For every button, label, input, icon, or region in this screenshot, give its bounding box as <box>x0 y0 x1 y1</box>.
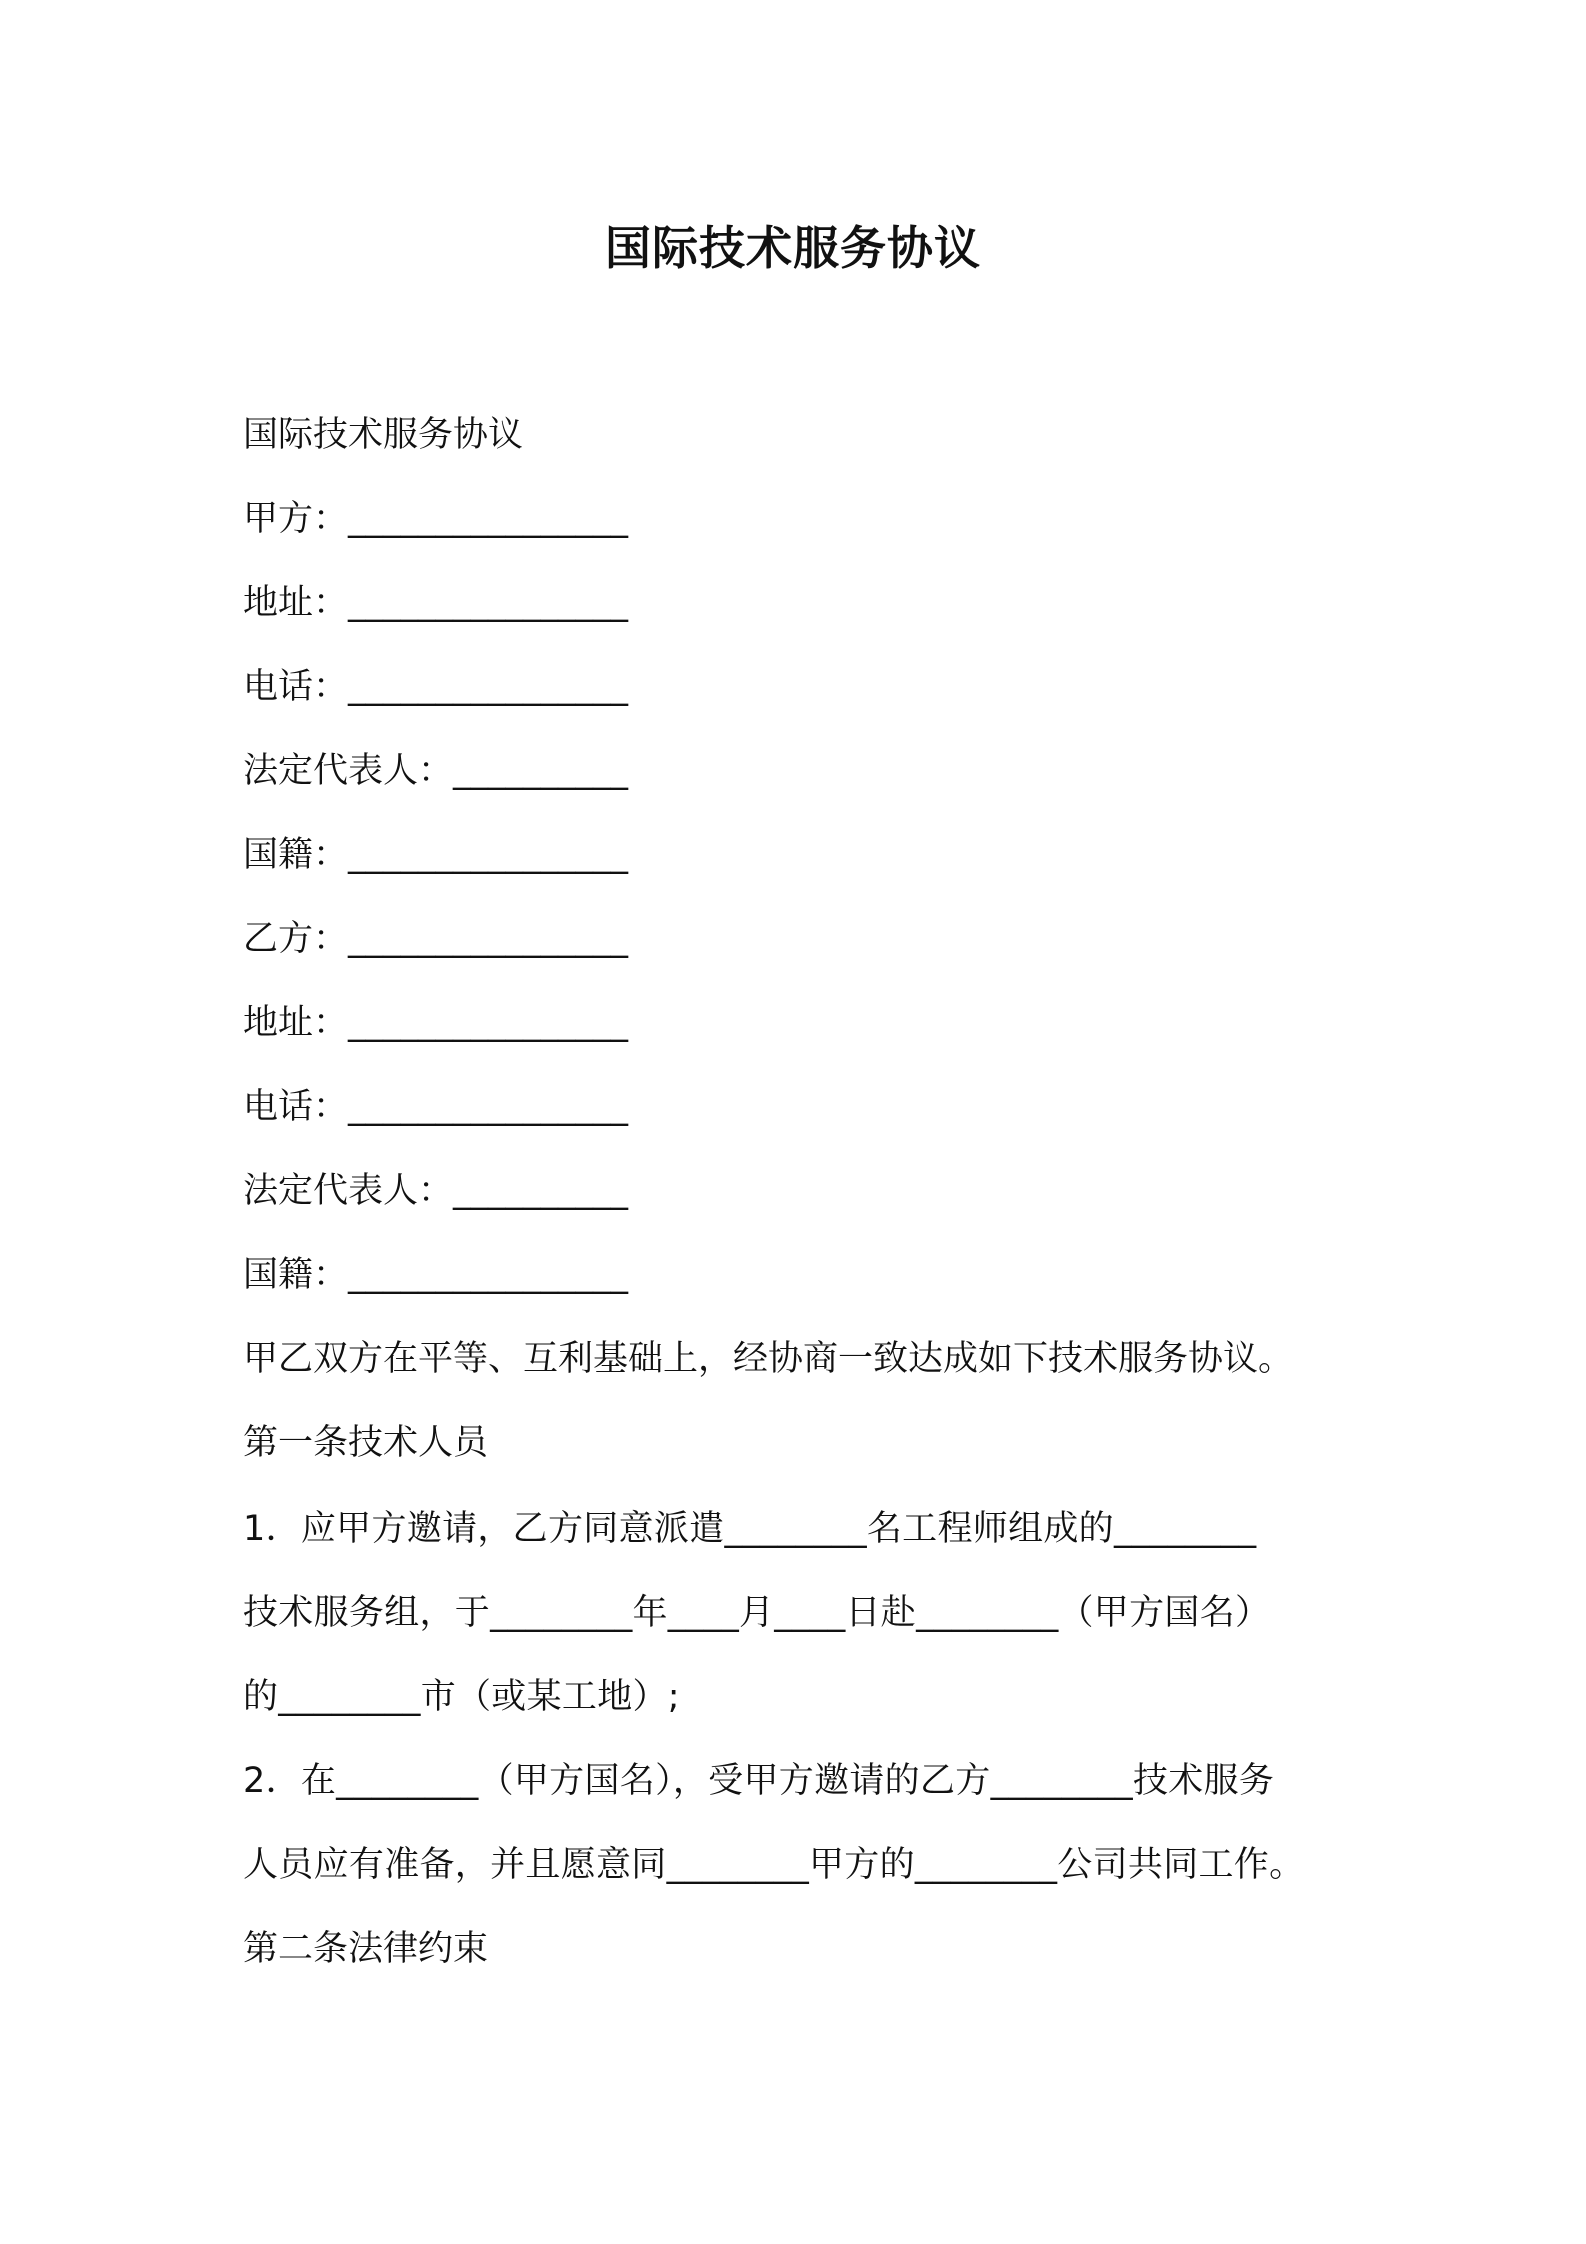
article-1-item-1-line-1: 1．应甲方邀请，乙方同意派遣________名工程师组成的________ <box>243 1509 1257 1549</box>
article-2-heading: 第二条法律约束 <box>243 1929 489 1969</box>
party-a-name-field: 甲方：________________ <box>243 499 629 539</box>
party-a-nationality-field: 国籍：________________ <box>243 835 629 875</box>
article-1-item-1-line-2: 技术服务组，于________年____月____日赴________（甲方国名） <box>243 1593 1271 1633</box>
party-a-address-field: 地址：________________ <box>243 583 629 623</box>
article-1-item-1-line-3: 的________市（或某工地）; <box>243 1677 680 1717</box>
article-1-heading: 第一条技术人员 <box>243 1423 489 1463</box>
agreement-subtitle: 国际技术服务协议 <box>243 415 524 455</box>
article-1-item-2-line-1: 2．在________（甲方国名），受甲方邀请的乙方________技术服务 <box>243 1761 1275 1801</box>
party-b-nationality-field: 国籍：________________ <box>243 1255 629 1295</box>
party-a-phone-field: 电话：________________ <box>243 667 629 707</box>
party-b-address-field: 地址：________________ <box>243 1003 629 1043</box>
party-a-legal-rep-field: 法定代表人：__________ <box>243 751 629 791</box>
party-b-legal-rep-field: 法定代表人：__________ <box>243 1171 629 1211</box>
article-1-item-2-line-2: 人员应有准备，并且愿意同________甲方的________公司共同工作。 <box>243 1845 1305 1885</box>
preamble-paragraph: 甲乙双方在平等、互利基础上，经协商一致达成如下技术服务协议。 <box>243 1339 1294 1379</box>
party-b-phone-field: 电话：________________ <box>243 1087 629 1127</box>
party-b-name-field: 乙方：________________ <box>243 919 629 959</box>
document-title: 国际技术服务协议 <box>605 221 981 275</box>
